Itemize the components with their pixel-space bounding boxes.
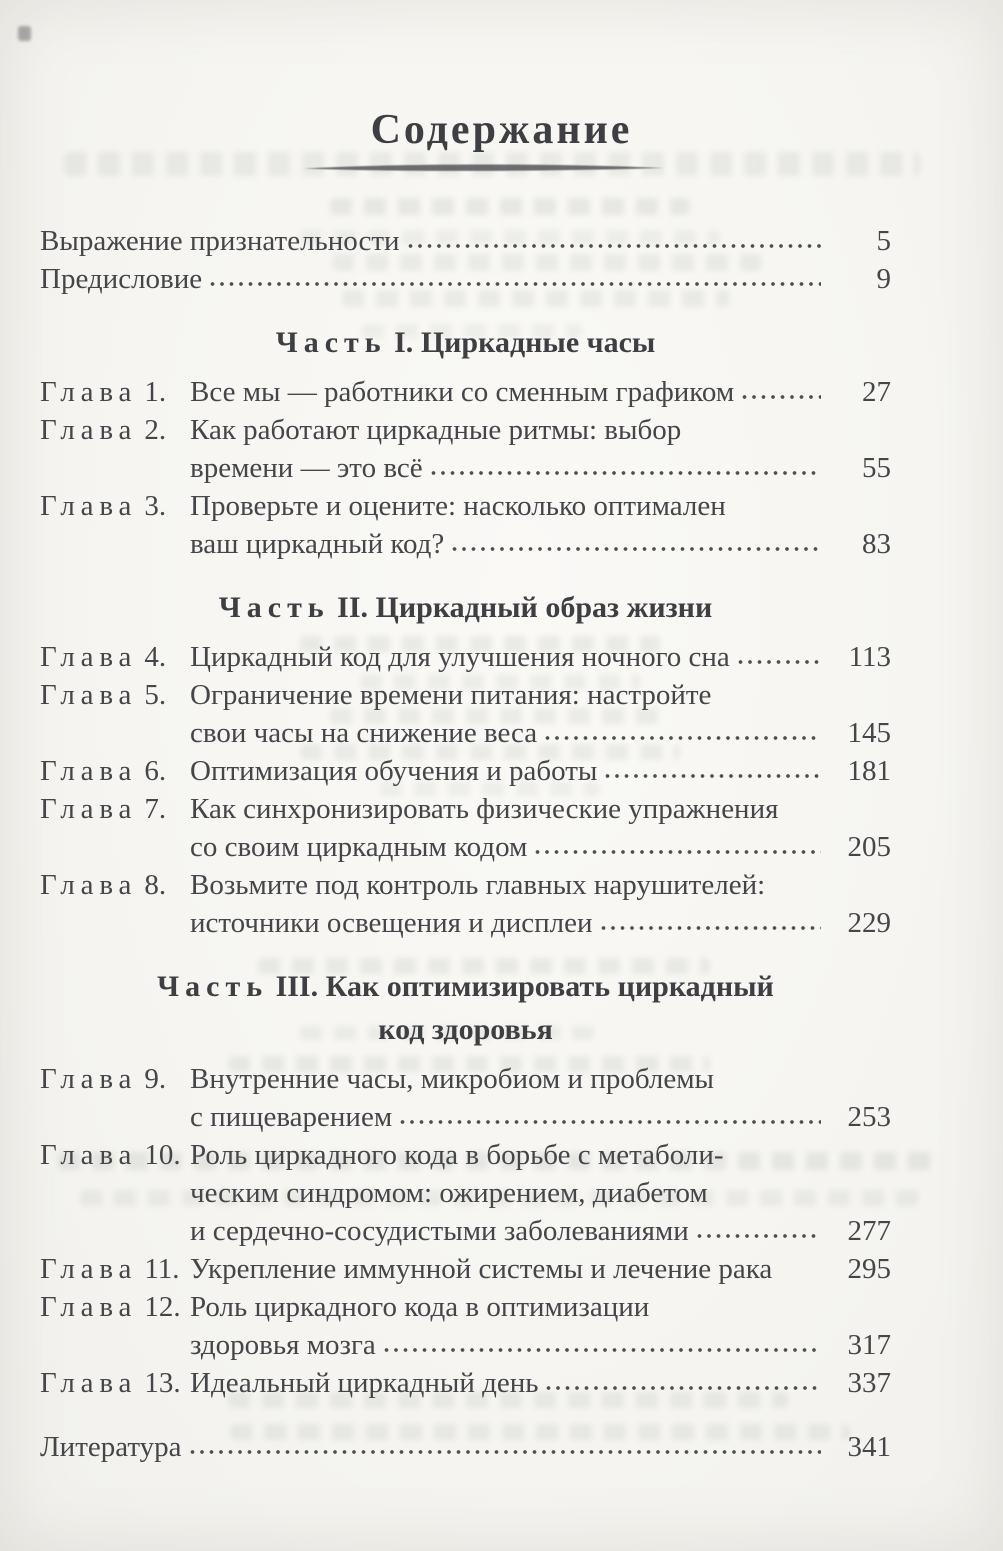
chapter-number: 1. [144, 376, 167, 408]
chapter-number: 9. [144, 1063, 167, 1095]
chapter-title-text: и сердечно-сосудистыми заболеваниями [190, 1215, 689, 1247]
part-word: Часть [157, 970, 269, 1003]
chapter-number: 8. [144, 869, 167, 901]
title-flourish-ornament [0, 162, 985, 180]
chapter-label [40, 866, 190, 904]
chapter-entry-line [40, 373, 891, 411]
chapter-entry-line [40, 1098, 891, 1136]
part-word: Часть [218, 591, 330, 624]
chapter-word: Глава [40, 414, 138, 446]
chapter-label [40, 790, 190, 828]
chapter-label [40, 1250, 190, 1288]
chapter-entry-line [40, 1136, 891, 1174]
chapter-number: 5. [144, 679, 167, 711]
chapter-word: Глава [40, 1063, 138, 1095]
dot-leader [190, 1448, 821, 1456]
part-title: Циркадный образ жизни [375, 591, 713, 624]
page-number: 181 [847, 755, 891, 787]
page-number: 295 [847, 1253, 891, 1285]
chapter-label [40, 676, 190, 714]
part-heading [40, 965, 891, 1051]
chapter-title-text: ческим синдромом: ожирением, диабетом [190, 1177, 708, 1209]
chapter-entry-line [40, 1364, 891, 1402]
dot-leader [780, 1270, 821, 1278]
page-number: 277 [847, 1215, 891, 1247]
chapter-number: 13. [144, 1367, 181, 1399]
part-heading-line [40, 965, 891, 1008]
chapter-entry-line [40, 1288, 891, 1326]
chapter-entry-line [40, 904, 891, 942]
chapter-number: 12. [144, 1291, 181, 1323]
dot-leader [738, 658, 821, 666]
dot-leader [431, 469, 821, 477]
chapter-title-text: здоровья мозга [190, 1329, 376, 1361]
page-number: 205 [847, 831, 891, 863]
chapter-entry-line [40, 1326, 891, 1364]
part-heading-line [40, 1008, 891, 1051]
chapter-entry-line [40, 752, 891, 790]
page-number: 145 [847, 717, 891, 749]
chapter-word: Глава [40, 1291, 138, 1323]
page-title: Содержание [370, 107, 633, 153]
chapter-title-text: Внутренние часы, микробиом и проблемы [190, 1063, 715, 1095]
chapter-title-text: Ограничение времени питания: настройте [190, 679, 712, 711]
chapter-entry-line [40, 1212, 891, 1250]
page-number: 317 [847, 1329, 891, 1361]
chapter-word: Глава [40, 755, 138, 787]
chapter-label [40, 487, 190, 525]
chapter-number: 4. [144, 641, 167, 673]
chapter-entry-line [40, 1060, 891, 1098]
part-heading-line [40, 321, 891, 364]
part-numeral: I. [394, 326, 414, 359]
chapter-word: Глава [40, 1139, 138, 1171]
front-matter-entry [40, 260, 891, 298]
chapter-entry-line [40, 676, 891, 714]
front-matter-label: Предисловие [40, 263, 203, 295]
part-heading-line [40, 586, 891, 629]
page-number: 113 [848, 641, 891, 673]
chapter-title-text: ваш циркадный код? [190, 528, 445, 560]
chapter-entry-line [40, 411, 891, 449]
chapter-entry-line [40, 866, 891, 904]
chapter-title-text: времени — это всё [190, 452, 423, 484]
page-number: 27 [862, 376, 891, 408]
chapter-title-text: Циркадный код для улучшения ночного сна [190, 641, 730, 673]
page-number: 341 [847, 1431, 891, 1463]
back-matter-label: Литература [40, 1431, 182, 1463]
chapter-label [40, 411, 190, 449]
dot-leader [545, 734, 821, 742]
chapter-word: Глава [40, 376, 138, 408]
chapter-word: Глава [40, 641, 138, 673]
part-word: Часть [275, 326, 387, 359]
dot-leader [742, 393, 821, 401]
chapter-label [40, 1288, 190, 1326]
dot-leader [210, 280, 821, 288]
chapter-word: Глава [40, 1253, 138, 1285]
chapter-entry-line [40, 1174, 891, 1212]
chapter-title-text: Возьмите под контроль главных нарушителей: [190, 869, 766, 901]
page-number: 229 [847, 907, 891, 939]
chapter-word: Глава [40, 1367, 138, 1399]
chapter-entry-line [40, 449, 891, 487]
page-number: 83 [862, 528, 891, 560]
chapter-label [40, 1060, 190, 1098]
chapter-label [40, 373, 190, 411]
chapter-number: 7. [144, 793, 167, 825]
front-matter-label: Выражение признательности [40, 225, 400, 257]
chapter-word: Глава [40, 869, 138, 901]
dot-leader [605, 772, 821, 780]
chapter-entry-line [40, 638, 891, 676]
chapter-number: 3. [144, 490, 167, 522]
chapter-word: Глава [40, 793, 138, 825]
dot-leader [535, 848, 821, 856]
chapter-number: 10. [144, 1139, 181, 1171]
chapter-number: 2. [144, 414, 167, 446]
front-matter-entry [40, 222, 891, 260]
chapter-title-text: Проверьте и оцените: насколько оптимален [190, 490, 726, 522]
chapter-title-text: Роль циркадного кода в оптимизации [190, 1291, 650, 1323]
chapter-entry-line [40, 525, 891, 563]
dot-leader [400, 1118, 821, 1126]
chapter-label [40, 638, 190, 676]
chapter-word: Глава [40, 490, 138, 522]
dot-leader [546, 1384, 821, 1392]
part-title: Циркадные часы [420, 326, 656, 359]
page-number: 337 [847, 1367, 891, 1399]
chapter-label [40, 752, 190, 790]
part-numeral: II. [337, 591, 369, 624]
chapter-title-text: Роль циркадного кода в борьбе с метаболи- [190, 1139, 724, 1171]
part-heading [40, 586, 891, 629]
part-heading [40, 321, 891, 364]
chapter-entry-line [40, 487, 891, 525]
page-number: 5 [876, 225, 891, 257]
chapter-title-text: источники освещения и дисплеи [190, 907, 593, 939]
chapter-number: 11. [144, 1253, 180, 1285]
chapter-title-text: свои часы на снижение веса [190, 717, 538, 749]
page-number: 253 [847, 1101, 891, 1133]
chapter-label [40, 1364, 190, 1402]
chapter-title-text: Идеальный циркадный день [190, 1367, 539, 1399]
back-matter-entry [40, 1428, 891, 1466]
page-number: 55 [862, 452, 891, 484]
chapter-entry-line [40, 714, 891, 752]
part-title: код здоровья [378, 1013, 553, 1046]
page-number: 9 [876, 263, 891, 295]
chapter-title-text: Все мы — работники со сменным графиком [190, 376, 735, 408]
dot-leader [452, 545, 821, 553]
chapter-word: Глава [40, 679, 138, 711]
chapter-entry-line [40, 1250, 891, 1288]
dot-leader [384, 1346, 821, 1354]
chapter-label [40, 1136, 190, 1174]
part-numeral: III. [275, 970, 319, 1003]
chapter-entry-line [40, 790, 891, 828]
chapter-title-text: Как синхронизировать физические упражнения [190, 793, 779, 825]
dot-leader [408, 242, 821, 250]
table-of-contents [0, 180, 1003, 1466]
chapter-title-text: Как работают циркадные ритмы: выбор [190, 414, 682, 446]
chapter-title-text: со своим циркадным кодом [190, 831, 528, 863]
chapter-title-text: Укрепление иммунной системы и лечение рака [190, 1253, 773, 1285]
chapter-entry-line [40, 828, 891, 866]
chapter-title-text: Оптимизация обучения и работы [190, 755, 598, 787]
chapter-number: 6. [144, 755, 167, 787]
part-title: Как оптимизировать циркадный [325, 970, 774, 1003]
dot-leader [601, 924, 821, 932]
chapter-title-text: с пищеварением [190, 1101, 393, 1133]
dot-leader [697, 1232, 821, 1240]
